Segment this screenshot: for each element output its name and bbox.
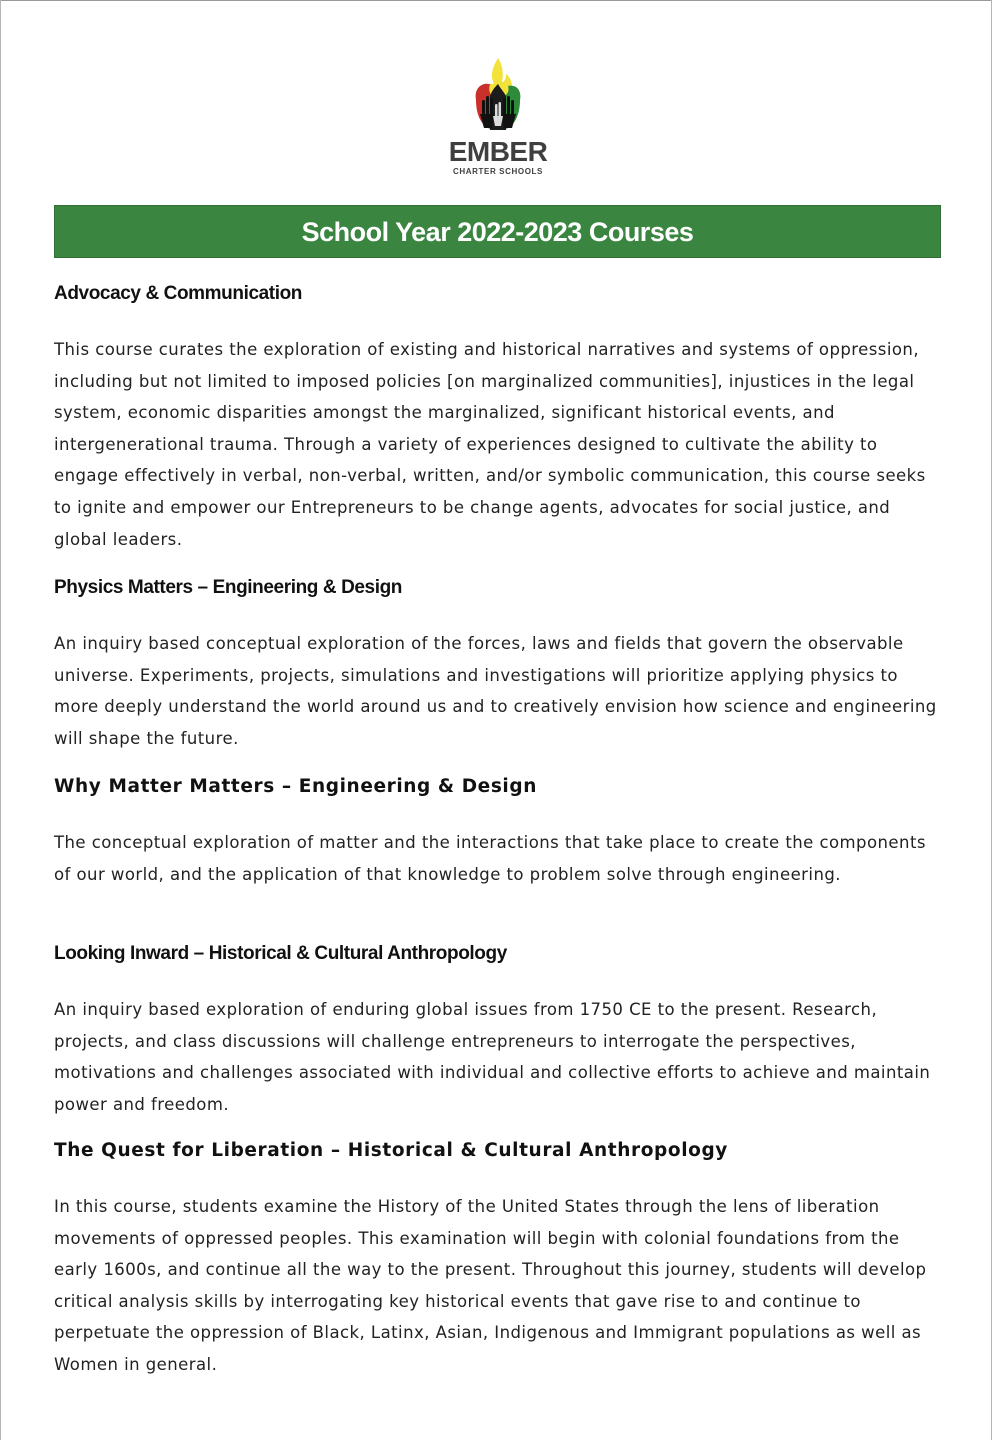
course-description: An inquiry based exploration of enduring global issues from 1750 CE to the present. Research, projects, and class discussions will challenge entrepreneurs to interrogate the perspectives, motivations and challenges associated with individual and collective efforts to achieve and maintain power and freedom.: [54, 1000, 931, 1114]
course-title: Why Matter Matters – Engineering & Design: [54, 776, 537, 797]
course-description: The conceptual exploration of matter and the interactions that take place to create the components of our world, and the application of that knowledge to problem solve through engineering.: [54, 833, 926, 884]
page-top-edge: [0, 0, 992, 1]
course-title: Advocacy & Communication: [54, 283, 303, 304]
logo-wordmark: EMBER: [448, 136, 548, 167]
course-description: This course curates the exploration of existing and historical narratives and systems of oppression, including but not limited to imposed policies [on marginalized communities], injustices in the legal system, economic disparities amongst the marginalized, significant historical events, and intergenerational trauma. Through a variety of experiences designed to cultivate the ability to engage effectively in verbal, non-verbal, written, and/or symbolic communication, this course seeks to ignite and empower our Entrepreneurs to be change agents, advocates for social justice, and global leaders.: [54, 340, 926, 549]
page-title: School Year 2022-2023 Courses: [301, 216, 694, 247]
course-description: In this course, students examine the History of the United States through the lens of liberation movements of oppressed peoples. This examination will begin with colonial foundations from the early 1600s, and continue all the way to the present. Throughout this journey, students will develop critical analysis skills by interrogating key historical events that gave rise to and continue to perpetuate the oppression of Black, Latinx, Asian, Indigenous and Immigrant populations as well as Women in general.: [54, 1197, 927, 1374]
course-title: Physics Matters – Engineering & Design: [54, 577, 403, 598]
logo-subtitle: CHARTER SCHOOLS: [453, 167, 543, 176]
title-banner: [54, 205, 941, 258]
course-quest-for-liberation: [54, 1138, 944, 1381]
course-title: Looking Inward – Historical & Cultural Anthropology: [54, 943, 507, 964]
course-description: An inquiry based conceptual exploration of the forces, laws and fields that govern the observable universe. Experiments, projects, simulations and investigations will prioritize applying physics to more deeply understand the world around us and to creatively envision how science and engineering will shape the future.: [54, 634, 937, 748]
ember-logo: [440, 56, 556, 186]
course-advocacy: [54, 281, 944, 555]
course-physics-matters: [54, 575, 944, 754]
course-looking-inward: [54, 941, 944, 1120]
course-why-matter-matters: [54, 774, 944, 890]
course-title: The Quest for Liberation – Historical & Cultural Anthropology: [54, 1140, 728, 1161]
flame-hands-icon: [440, 56, 556, 138]
